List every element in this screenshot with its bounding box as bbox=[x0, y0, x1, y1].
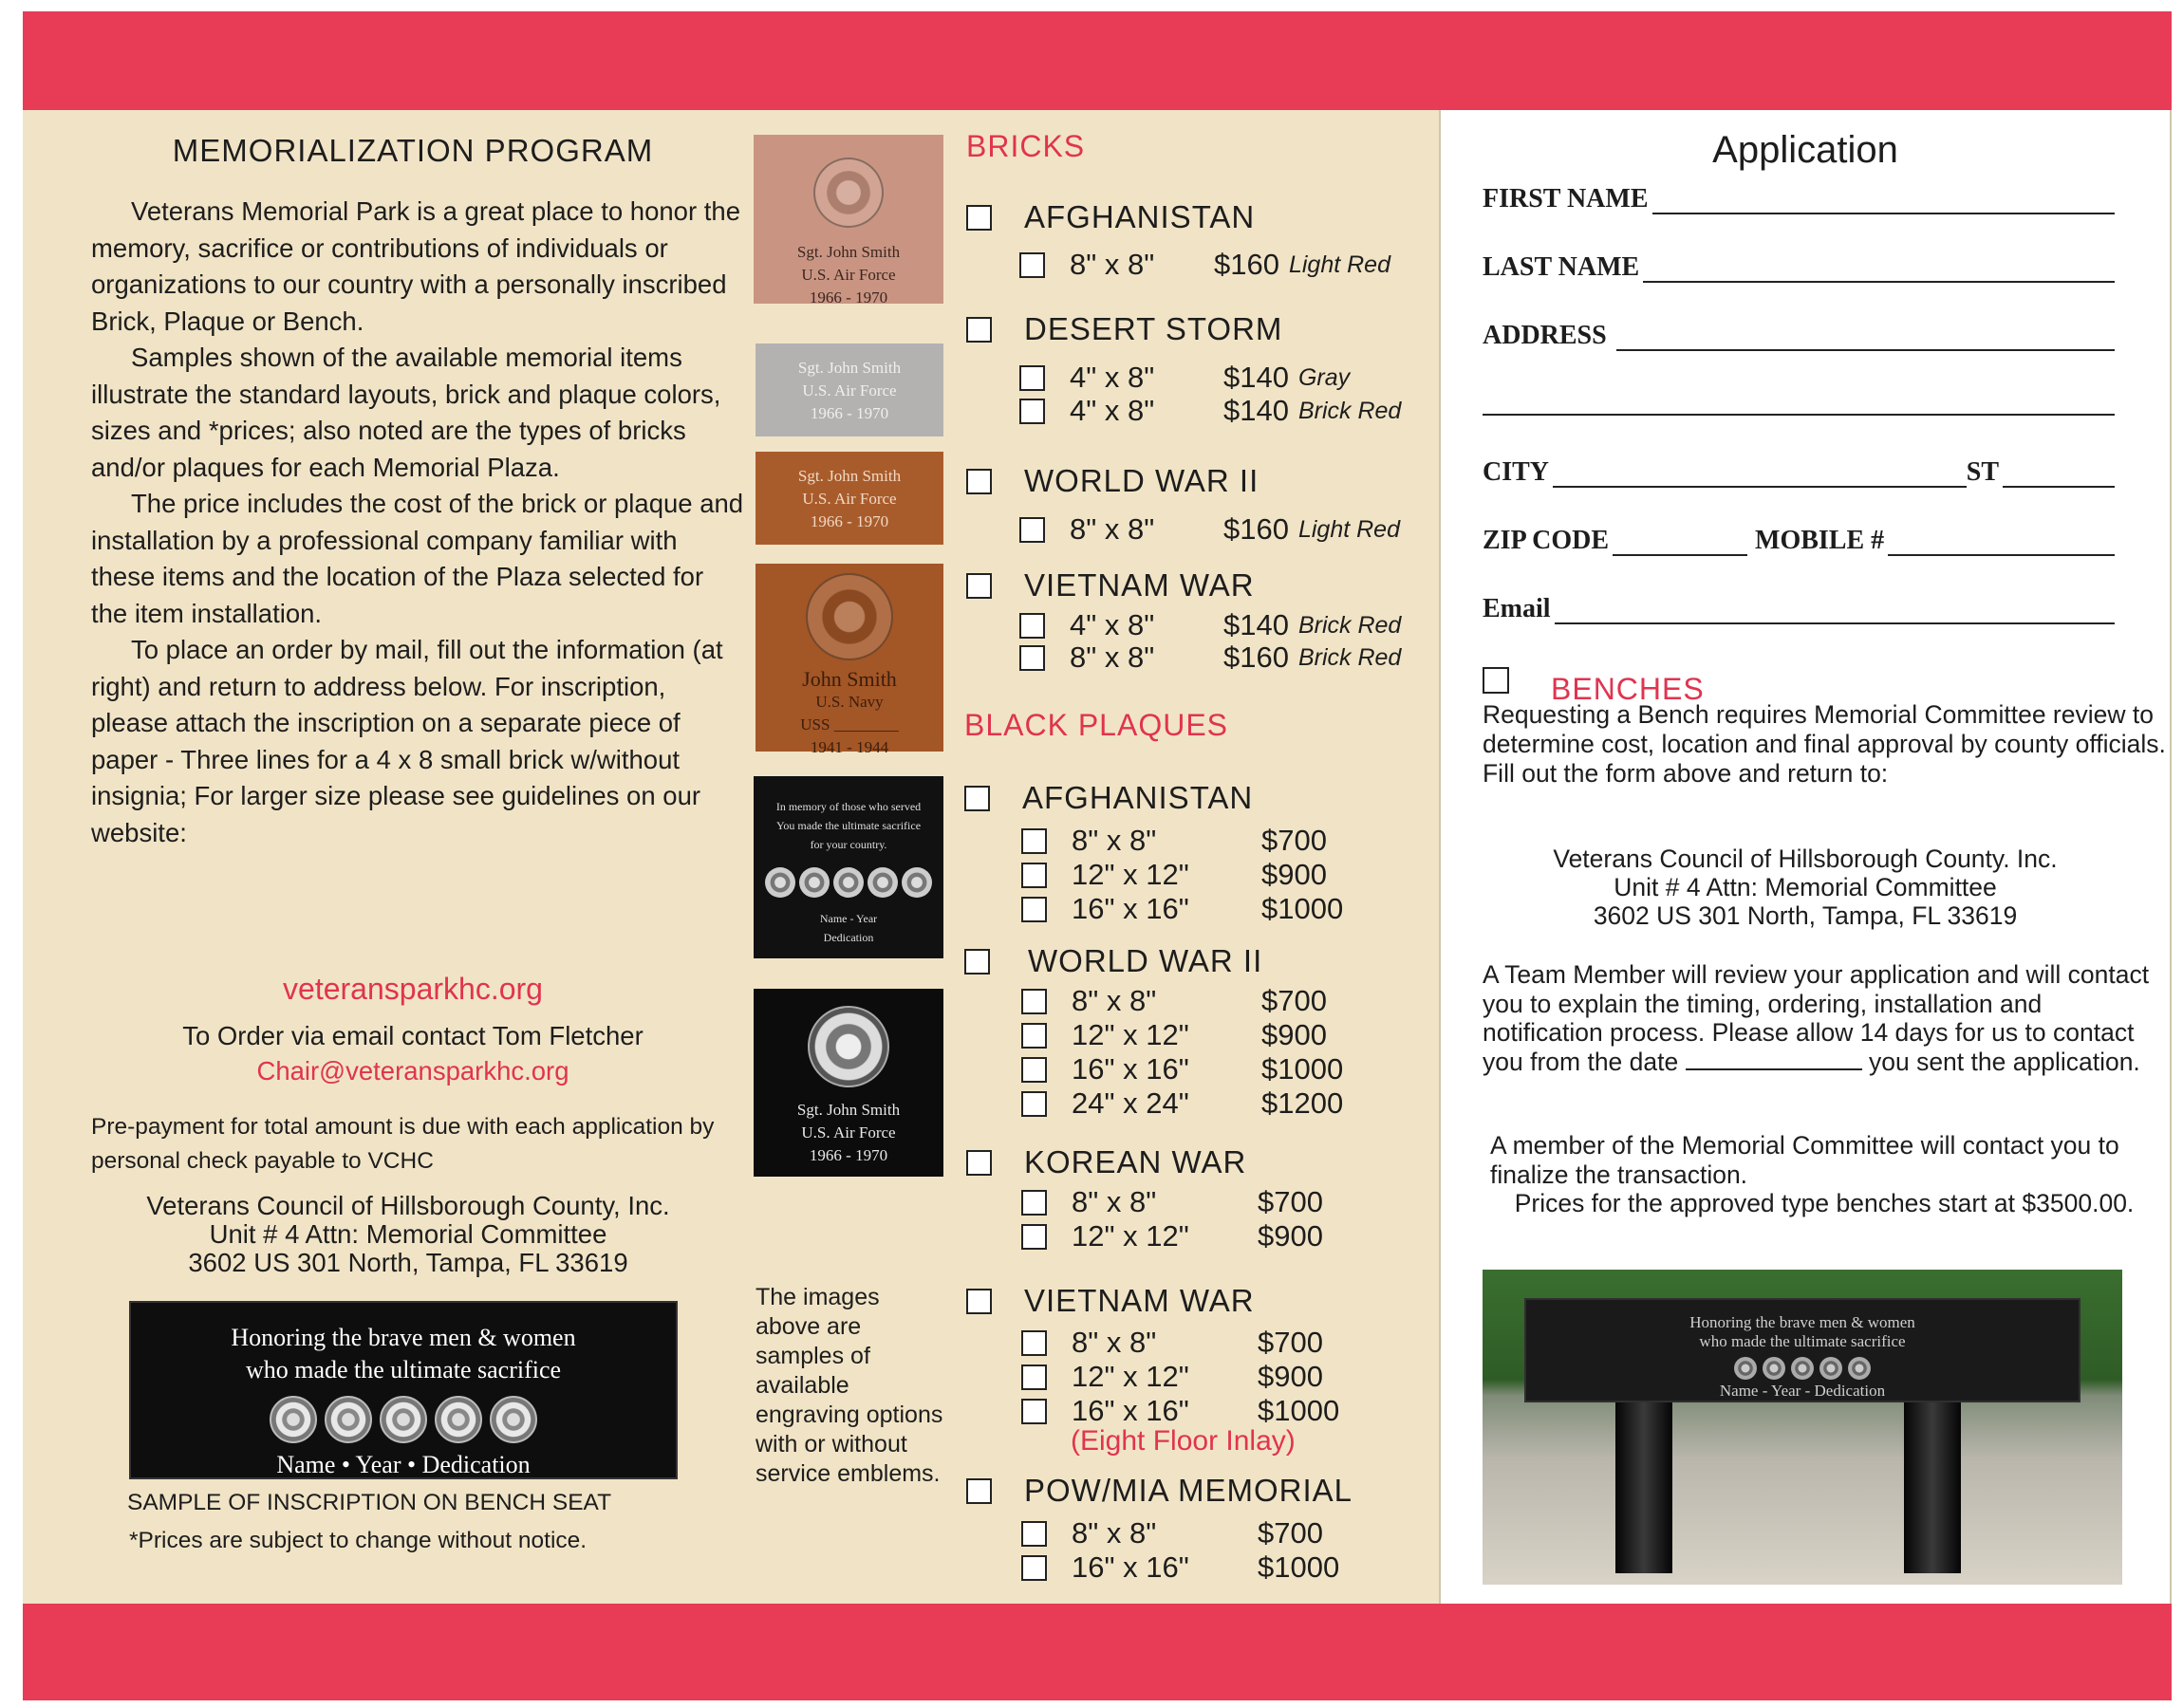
price-panel bbox=[746, 110, 1439, 1604]
group-name: AFGHANISTAN bbox=[1024, 199, 1256, 234]
price: $160 bbox=[1223, 512, 1289, 546]
mobile-line[interactable] bbox=[1888, 533, 2115, 556]
checkbox[interactable] bbox=[1021, 1399, 1047, 1424]
tile-line: for your country. bbox=[810, 838, 887, 851]
color: Brick Red bbox=[1297, 643, 1402, 671]
last-name-field[interactable] bbox=[1483, 252, 2115, 283]
plaque-option[interactable] bbox=[1021, 1326, 1323, 1360]
memorialization-panel bbox=[23, 110, 746, 1604]
price: $700 bbox=[1258, 1326, 1323, 1359]
checkbox[interactable] bbox=[1021, 1330, 1047, 1356]
intro-paragraph: The price includes the cost of the brick or plaque and installation by a professional company familiar with these items and the location of the Plaza selected for the item installation. bbox=[91, 489, 744, 628]
service-seals bbox=[131, 1396, 676, 1443]
tile-line: U.S. Air Force bbox=[802, 381, 897, 399]
color: Gray bbox=[1297, 363, 1351, 391]
size: 8" x 8" bbox=[1072, 984, 1157, 1017]
price: $900 bbox=[1261, 858, 1327, 891]
plaque-group-afghanistan[interactable] bbox=[964, 780, 1253, 816]
price: $140 bbox=[1223, 608, 1289, 641]
price: $900 bbox=[1258, 1360, 1323, 1393]
checkbox[interactable] bbox=[1021, 1555, 1047, 1581]
address-line: Veterans Council of Hillsborough County. Inc. bbox=[1553, 845, 2058, 873]
air-force-seal-icon bbox=[435, 1396, 482, 1443]
color: Brick Red bbox=[1297, 611, 1402, 639]
seal-icon bbox=[1819, 1357, 1842, 1380]
last-name-line[interactable] bbox=[1643, 260, 2115, 283]
zip-mobile-field[interactable] bbox=[1483, 526, 2115, 556]
plaque-option[interactable] bbox=[1021, 824, 1327, 858]
plaque-option[interactable] bbox=[1021, 1185, 1323, 1219]
brick-group-vietnam-war[interactable] bbox=[966, 567, 1255, 603]
plate-line: who made the ultimate sacrifice bbox=[245, 1356, 562, 1383]
program-title: MEMORIALIZATION PROGRAM bbox=[172, 133, 654, 168]
brick-group-desert-storm[interactable] bbox=[966, 311, 1282, 347]
bench-photo bbox=[1483, 1270, 2122, 1585]
field-label: CITY bbox=[1483, 457, 1550, 487]
plaque-option[interactable] bbox=[1021, 858, 1327, 892]
plaques-heading: BLACK PLAQUES bbox=[964, 708, 1228, 742]
tile-line: USS ________ bbox=[800, 715, 899, 733]
price: $140 bbox=[1223, 394, 1289, 427]
size: 12" x 12" bbox=[1072, 1360, 1189, 1393]
seal-icon bbox=[1763, 1357, 1785, 1380]
plaque-group-korean-war[interactable] bbox=[966, 1144, 1246, 1180]
email-line[interactable] bbox=[1555, 602, 2115, 624]
plaque-group-world-war-ii[interactable] bbox=[964, 943, 1262, 979]
bench-leg bbox=[1904, 1402, 1961, 1573]
air-force-emblem-icon bbox=[813, 158, 884, 228]
navy-seal-icon bbox=[380, 1396, 427, 1443]
checkbox[interactable] bbox=[1021, 1224, 1047, 1250]
plaque-option[interactable] bbox=[1021, 1550, 1339, 1585]
group-name: POW/MIA MEMORIAL bbox=[1024, 1473, 1353, 1508]
bench-line: who made the ultimate sacrifice bbox=[1699, 1332, 1906, 1350]
member-text bbox=[1483, 1131, 2166, 1218]
plaque-group-vietnam-war[interactable] bbox=[966, 1283, 1255, 1319]
price: $160 bbox=[1223, 640, 1289, 674]
brick-red-sample bbox=[756, 452, 943, 545]
price: $1000 bbox=[1258, 1550, 1340, 1584]
brick-option[interactable] bbox=[1019, 608, 1401, 642]
checkbox[interactable] bbox=[1019, 252, 1045, 278]
bench-line: Name - Year - Dedication bbox=[1719, 1382, 1886, 1400]
prepay-note: Pre-payment for total amount is due with each application by personal check payable to VCHC bbox=[91, 1114, 715, 1174]
brick-option[interactable] bbox=[1019, 361, 1350, 395]
bench-seat bbox=[1524, 1298, 2080, 1402]
coast-guard-seal-icon bbox=[490, 1396, 537, 1443]
price: $1200 bbox=[1261, 1086, 1344, 1120]
brick-option[interactable] bbox=[1019, 248, 1390, 282]
plate-line: Name • Year • Dedication bbox=[276, 1451, 531, 1478]
size: 8" x 8" bbox=[1070, 640, 1155, 674]
image-note: The images above are samples of available engraving options with or without service emblems. bbox=[756, 1284, 943, 1487]
top-band bbox=[23, 11, 2172, 110]
field-label: ZIP CODE bbox=[1483, 526, 1610, 555]
tile-line: In memory of those who served bbox=[775, 800, 922, 813]
email-link[interactable]: Chair@veteransparkhc.org bbox=[256, 1056, 569, 1086]
plaque-option[interactable] bbox=[1021, 1360, 1323, 1394]
checkbox[interactable] bbox=[1019, 645, 1045, 671]
service-seals bbox=[754, 867, 943, 898]
field-label: Email bbox=[1483, 594, 1551, 623]
checkbox[interactable] bbox=[1021, 1521, 1047, 1547]
brick-group-world-war-ii[interactable] bbox=[966, 463, 1259, 499]
checkbox[interactable] bbox=[1483, 667, 1509, 694]
checkbox[interactable] bbox=[966, 1289, 992, 1314]
address-line: 3602 US 301 North, Tampa, FL 33619 bbox=[188, 1248, 628, 1277]
size: 16" x 16" bbox=[1072, 1550, 1189, 1584]
checkbox[interactable] bbox=[1021, 828, 1047, 854]
checkbox[interactable] bbox=[966, 573, 992, 599]
tile-line: You made the ultimate sacrifice bbox=[775, 819, 922, 832]
black-plaque-sample bbox=[754, 776, 943, 958]
size: 24" x 24" bbox=[1072, 1086, 1189, 1120]
address-field[interactable] bbox=[1483, 321, 2115, 351]
bench-leg bbox=[1615, 1402, 1672, 1573]
tile-line: 1966 - 1970 bbox=[809, 288, 888, 306]
bench-price-line: Prices for the approved type benches start at $3500.00. bbox=[1514, 1189, 2135, 1217]
return-address bbox=[1441, 845, 2170, 930]
plaque-option[interactable] bbox=[1021, 892, 1343, 926]
checkbox[interactable] bbox=[966, 317, 992, 343]
website-link[interactable]: veteransparkhc.org bbox=[283, 972, 543, 1006]
size: 8" x 8" bbox=[1072, 1326, 1157, 1359]
field-label: ADDRESS bbox=[1483, 321, 1607, 350]
plaque-option[interactable] bbox=[1021, 1052, 1343, 1086]
price: $160 bbox=[1214, 248, 1279, 281]
tile-line: U.S. Air Force bbox=[802, 490, 897, 508]
checkbox[interactable] bbox=[1021, 1365, 1047, 1390]
color: Brick Red bbox=[1297, 397, 1402, 424]
navy-seal-icon bbox=[833, 867, 864, 898]
checkbox[interactable] bbox=[964, 786, 990, 811]
checkbox[interactable] bbox=[966, 1478, 992, 1504]
checkbox[interactable] bbox=[966, 469, 992, 494]
address-line[interactable] bbox=[1616, 328, 2115, 351]
zip-line[interactable] bbox=[1613, 533, 1747, 556]
size: 16" x 16" bbox=[1072, 1052, 1189, 1086]
tile-line: 1941 - 1944 bbox=[810, 738, 889, 756]
air-force-seal-icon bbox=[868, 867, 898, 898]
benches-option[interactable] bbox=[1483, 662, 1705, 706]
price: $1000 bbox=[1261, 892, 1344, 925]
navy-emblem-icon bbox=[806, 573, 893, 660]
seal-icon bbox=[1734, 1357, 1757, 1380]
checkbox[interactable] bbox=[1019, 613, 1045, 639]
navy-brick-sample bbox=[756, 564, 943, 756]
tile-line: 1966 - 1970 bbox=[809, 1146, 888, 1164]
first-name-line[interactable] bbox=[1652, 192, 2115, 214]
tile-line: 1966 - 1970 bbox=[810, 512, 889, 530]
size: 12" x 12" bbox=[1072, 858, 1189, 891]
price: $900 bbox=[1261, 1018, 1327, 1051]
first-name-field[interactable] bbox=[1483, 184, 2115, 214]
intro-paragraph: Samples shown of the available memorial items illustrate the standard layouts, brick and plaque colors, sizes and *prices; also noted are the types of bricks and/or plaques for each Memorial Plaza. bbox=[91, 343, 721, 482]
bricks-heading: BRICKS bbox=[966, 129, 1086, 163]
field-label: ST bbox=[1966, 457, 1999, 487]
tile-line: Sgt. John Smith bbox=[796, 1101, 901, 1119]
intro-paragraph: To place an order by mail, fill out the information (at right) and return to address below. For inscription, please attach the inscription on a separate piece of paper - Three lines for a 4 x 8 small brick w/without insignia; For larger size please see guidelines on our website: bbox=[91, 635, 723, 847]
price: $900 bbox=[1258, 1219, 1323, 1253]
bench-request-text bbox=[1483, 700, 2166, 789]
brick-option[interactable] bbox=[1019, 512, 1400, 547]
plaque-option[interactable] bbox=[1021, 1086, 1343, 1121]
checkbox[interactable] bbox=[1019, 399, 1045, 424]
program-intro bbox=[91, 194, 746, 851]
address-line: Veterans Council of Hillsborough County, Inc. bbox=[146, 1191, 670, 1220]
plaque-option[interactable] bbox=[1021, 1516, 1323, 1550]
request-paragraph: Requesting a Bench requires Memorial Committee review to determine cost, location and final approval by county officials. bbox=[1483, 700, 2166, 758]
group-name: KOREAN WAR bbox=[1024, 1144, 1247, 1179]
size: 8" x 8" bbox=[1070, 512, 1155, 546]
bench-inscription-sample bbox=[129, 1301, 678, 1479]
color: Light Red bbox=[1288, 251, 1390, 278]
plaque-option[interactable] bbox=[1021, 1394, 1339, 1428]
checkbox[interactable] bbox=[1021, 897, 1047, 922]
size: 4" x 8" bbox=[1070, 361, 1155, 394]
marines-seal-icon bbox=[325, 1396, 372, 1443]
checkbox[interactable] bbox=[966, 205, 992, 231]
city-state-field[interactable] bbox=[1483, 457, 2115, 488]
checkbox[interactable] bbox=[1021, 1091, 1047, 1117]
checkbox[interactable] bbox=[1021, 1190, 1047, 1216]
tile-line: 1966 - 1970 bbox=[810, 404, 889, 422]
price: $1000 bbox=[1261, 1052, 1344, 1086]
address-line-2-field[interactable] bbox=[1483, 393, 2115, 416]
bottom-band bbox=[23, 1604, 2172, 1700]
state-line[interactable] bbox=[2003, 465, 2115, 488]
color: Light Red bbox=[1297, 515, 1400, 543]
checkbox[interactable] bbox=[1021, 1023, 1047, 1049]
size: 8" x 8" bbox=[1070, 248, 1155, 281]
review-part: you sent the application. bbox=[1868, 1047, 2140, 1076]
email-field[interactable] bbox=[1483, 594, 2115, 624]
size: 16" x 16" bbox=[1072, 892, 1189, 925]
plaque-option[interactable] bbox=[1021, 984, 1327, 1018]
price: $140 bbox=[1223, 361, 1289, 394]
tile-line: Sgt. John Smith bbox=[797, 359, 902, 377]
checkbox[interactable] bbox=[1019, 365, 1045, 391]
army-seal-icon bbox=[765, 867, 795, 898]
checkbox[interactable] bbox=[966, 1150, 992, 1176]
tile-line: Dedication bbox=[823, 931, 874, 944]
plaque-option[interactable] bbox=[1021, 1219, 1323, 1253]
address-line: 3602 US 301 North, Tampa, FL 33619 bbox=[1593, 901, 2018, 930]
inlay-note: (Eight Floor Inlay) bbox=[1071, 1425, 1296, 1457]
group-name: AFGHANISTAN bbox=[1022, 780, 1254, 815]
light-red-brick-sample bbox=[754, 135, 943, 304]
army-seal-icon bbox=[270, 1396, 317, 1443]
tile-line: Sgt. John Smith bbox=[796, 243, 901, 261]
checkbox[interactable] bbox=[1021, 989, 1047, 1014]
intro-paragraph: Veterans Memorial Park is a great place to honor the memory, sacrifice or contributions of individuals or organizations to our country with a personally inscribed Brick, Plaque or Bench. bbox=[91, 196, 741, 336]
plaque-group-pow-mia[interactable] bbox=[966, 1473, 1353, 1509]
size: 8" x 8" bbox=[1072, 1516, 1157, 1550]
price: $1000 bbox=[1258, 1394, 1340, 1427]
plate-line: Honoring the brave men & women bbox=[231, 1324, 576, 1351]
tile-line: U.S. Air Force bbox=[801, 1123, 896, 1142]
group-name: VIETNAM WAR bbox=[1024, 1283, 1255, 1318]
tile-line: John Smith bbox=[802, 667, 897, 691]
checkbox[interactable] bbox=[1021, 863, 1047, 888]
review-part: A Team Member will review your application and will contact you to explain the timing, ordering, installation and notification process. Please allow 14 days for us to contact you from the date bbox=[1483, 960, 2150, 1076]
review-text bbox=[1483, 960, 2166, 1076]
group-name: WORLD WAR II bbox=[1024, 463, 1259, 498]
air-force-emblem-icon bbox=[808, 1006, 889, 1087]
price: $700 bbox=[1258, 1516, 1323, 1550]
date-blank[interactable] bbox=[1686, 1051, 1862, 1070]
marines-seal-icon bbox=[799, 867, 830, 898]
tile-line: Sgt. John Smith bbox=[797, 467, 902, 485]
group-name: DESERT STORM bbox=[1024, 311, 1283, 346]
field-label: FIRST NAME bbox=[1483, 184, 1649, 214]
black-plaque-airforce-sample bbox=[754, 989, 943, 1177]
member-paragraph: A member of the Memorial Committee will contact you to finalize the transaction. bbox=[1490, 1131, 2119, 1189]
coast-guard-seal-icon bbox=[902, 867, 932, 898]
field-label: MOBILE # bbox=[1755, 526, 1885, 555]
fill-out-line: Fill out the form above and return to: bbox=[1483, 759, 1889, 788]
address-line-2[interactable] bbox=[1483, 393, 2115, 416]
mailing-address bbox=[23, 1192, 746, 1277]
size: 16" x 16" bbox=[1072, 1394, 1189, 1427]
service-seals bbox=[1526, 1357, 2079, 1380]
group-name: VIETNAM WAR bbox=[1024, 567, 1255, 603]
bench-line: Honoring the brave men & women bbox=[1689, 1313, 1915, 1331]
group-name: WORLD WAR II bbox=[1028, 943, 1263, 978]
size: 8" x 8" bbox=[1072, 1185, 1157, 1218]
checkbox[interactable] bbox=[1021, 1057, 1047, 1083]
gray-brick-sample bbox=[756, 343, 943, 436]
checkbox[interactable] bbox=[964, 949, 990, 975]
price: $700 bbox=[1261, 984, 1327, 1017]
size: 4" x 8" bbox=[1070, 608, 1155, 641]
seal-icon bbox=[1791, 1357, 1814, 1380]
application-title: Application bbox=[1712, 129, 1898, 171]
brick-group-afghanistan[interactable] bbox=[966, 199, 1255, 235]
price: $700 bbox=[1258, 1185, 1323, 1218]
benches-heading: BENCHES bbox=[1551, 672, 1705, 706]
price-notice: *Prices are subject to change without notice. bbox=[129, 1528, 588, 1553]
sample-caption: SAMPLE OF INSCRIPTION ON BENCH SEAT bbox=[127, 1490, 612, 1515]
brick-option[interactable] bbox=[1019, 394, 1401, 428]
size: 8" x 8" bbox=[1072, 824, 1157, 857]
tile-line: U.S. Air Force bbox=[801, 266, 896, 284]
address-line: Unit # 4 Attn: Memorial Committee bbox=[1614, 873, 1997, 901]
order-line: To Order via email contact Tom Fletcher bbox=[182, 1021, 644, 1050]
size: 12" x 12" bbox=[1072, 1018, 1189, 1051]
brick-option[interactable] bbox=[1019, 640, 1401, 675]
tile-line: Name - Year bbox=[819, 912, 878, 925]
city-line[interactable] bbox=[1553, 465, 1967, 488]
size: 12" x 12" bbox=[1072, 1219, 1189, 1253]
field-label: LAST NAME bbox=[1483, 252, 1640, 282]
seal-icon bbox=[1848, 1357, 1871, 1380]
tile-line: U.S. Navy bbox=[815, 693, 884, 711]
size: 4" x 8" bbox=[1070, 394, 1155, 427]
checkbox[interactable] bbox=[1019, 517, 1045, 543]
application-panel bbox=[1439, 110, 2172, 1604]
plaque-option[interactable] bbox=[1021, 1018, 1327, 1052]
price: $700 bbox=[1261, 824, 1327, 857]
address-line: Unit # 4 Attn: Memorial Committee bbox=[209, 1219, 607, 1249]
